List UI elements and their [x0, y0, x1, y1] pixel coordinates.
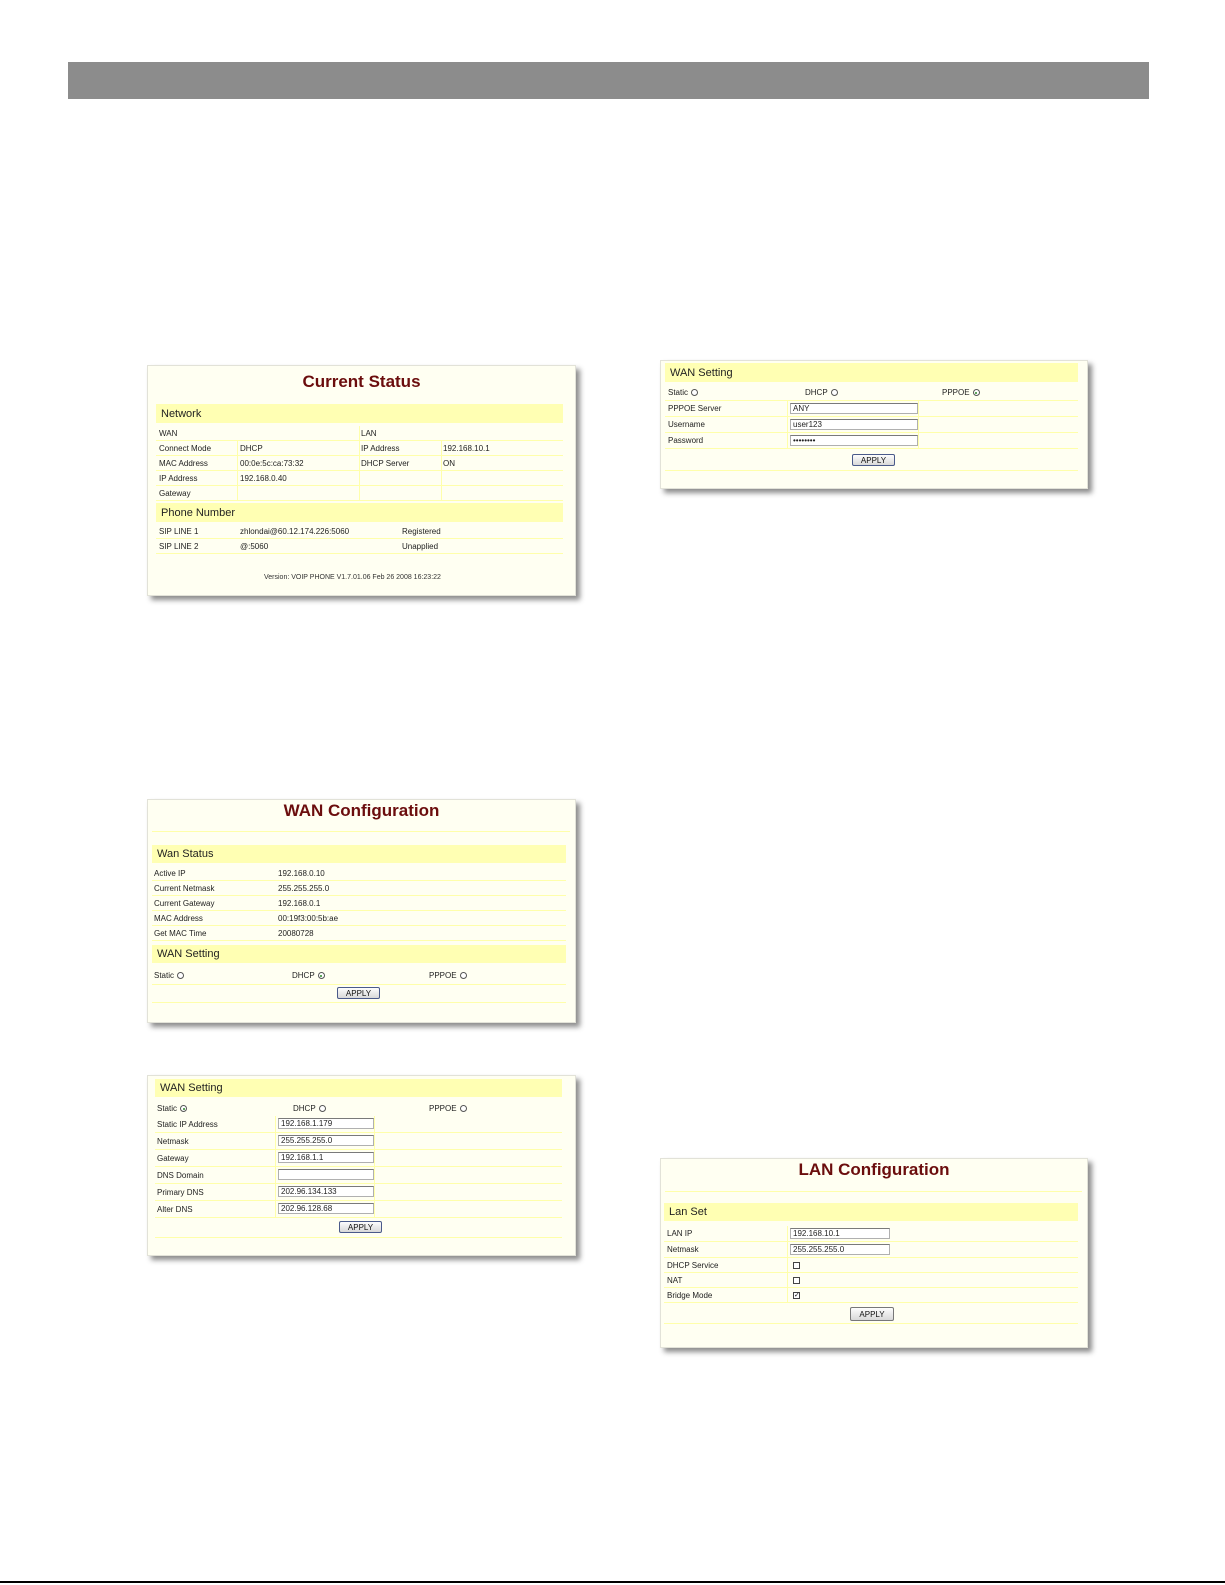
mac-label: MAC Address [159, 458, 208, 468]
table-row [152, 896, 566, 911]
sip-line-1-value: zhlondai@60.12.174.226:5060 [240, 526, 350, 536]
phone-section-header: Phone Number [156, 503, 563, 522]
pppoe-server-input[interactable]: ANY [790, 403, 918, 414]
divider [152, 831, 570, 832]
table-row [664, 1258, 1078, 1273]
lan-label: LAN [361, 428, 377, 438]
primary-dns-label: Primary DNS [157, 1187, 204, 1197]
apply-button[interactable]: APPLY [339, 1221, 382, 1233]
username-label: Username [668, 420, 705, 429]
active-ip-value: 192.168.0.10 [278, 868, 325, 878]
mac-address-label: MAC Address [154, 913, 203, 923]
dhcp-server-value: ON [443, 458, 455, 468]
username-input[interactable]: user123 [790, 419, 918, 430]
apply-button[interactable]: APPLY [852, 454, 895, 466]
get-mac-time-value: 20080728 [278, 928, 314, 938]
static-radio[interactable] [691, 389, 698, 396]
pppoe-radio-label[interactable]: PPPOE [942, 388, 980, 397]
connect-mode-label: Connect Mode [159, 443, 212, 453]
pppoe-radio-label[interactable]: PPPOE [429, 971, 467, 980]
bridge-mode-checkbox[interactable]: ✓ [794, 1292, 800, 1299]
current-netmask-value: 255.255.255.0 [278, 883, 330, 893]
static-radio[interactable] [177, 972, 184, 979]
current-gateway-label: Current Gateway [154, 898, 215, 908]
dhcp-radio-label[interactable]: DHCP [805, 388, 838, 397]
table-row [156, 524, 563, 539]
lan-ip-input[interactable]: 192.168.10.1 [790, 1228, 890, 1239]
wan-label: WAN [159, 428, 178, 438]
alter-dns-label: Alter DNS [157, 1204, 193, 1214]
wan-ip-value: 192.168.0.40 [240, 473, 287, 483]
divider [152, 984, 566, 985]
connect-mode-value: DHCP [240, 443, 263, 453]
netmask-input[interactable]: 255.255.255.0 [790, 1244, 890, 1255]
divider [787, 1226, 788, 1303]
divider [237, 441, 238, 501]
static-ip-label: Static IP Address [157, 1119, 218, 1129]
netmask-input[interactable]: 255.255.255.0 [278, 1135, 374, 1146]
pppoe-radio-label[interactable]: PPPOE [429, 1104, 467, 1113]
active-ip-label: Active IP [154, 868, 186, 878]
divider [155, 1237, 562, 1238]
dhcp-radio[interactable] [831, 389, 838, 396]
wan-setting-header: WAN Setting [152, 945, 566, 963]
wan-setting-header: WAN Setting [665, 363, 1078, 382]
divider [374, 1116, 375, 1218]
pppoe-setting-panel [660, 360, 1088, 489]
pppoe-radio[interactable] [460, 972, 467, 979]
static-radio-label[interactable]: Static [668, 388, 698, 397]
dns-domain-input[interactable] [278, 1169, 374, 1180]
dhcp-radio-label[interactable]: DHCP [292, 971, 325, 980]
dhcp-service-checkbox[interactable] [793, 1262, 800, 1269]
divider [275, 1116, 276, 1218]
apply-button[interactable]: APPLY [337, 987, 380, 999]
lan-ip-value: 192.168.10.1 [443, 443, 490, 453]
divider [359, 426, 360, 501]
static-radio[interactable] [180, 1105, 187, 1112]
current-netmask-label: Current Netmask [154, 883, 215, 893]
pppoe-radio[interactable] [973, 389, 980, 396]
apply-button[interactable]: APPLY [850, 1307, 894, 1321]
header-bar [68, 62, 1149, 99]
table-row [664, 1288, 1078, 1303]
nat-label: NAT [667, 1275, 683, 1285]
table-row [152, 911, 566, 926]
bridge-mode-label: Bridge Mode [667, 1290, 713, 1300]
sip-line-1-status: Registered [402, 526, 441, 536]
divider [918, 401, 919, 449]
version-text: Version: VOIP PHONE V1.7.01.06 Feb 26 2008 16:23:22 [264, 574, 441, 581]
gateway-label: Gateway [159, 488, 191, 498]
lan-ip-label: IP Address [361, 443, 400, 453]
pppoe-radio[interactable] [460, 1105, 467, 1112]
password-input[interactable]: •••••••• [790, 435, 918, 446]
lan-set-header: Lan Set [664, 1203, 1078, 1221]
sip-line-2-status: Unapplied [402, 541, 439, 551]
divider [665, 1191, 1082, 1192]
divider [787, 401, 788, 449]
network-section-header: Network [156, 404, 563, 423]
static-radio-label[interactable]: Static [157, 1104, 187, 1113]
panel-title: LAN Configuration [798, 1160, 950, 1179]
nat-checkbox[interactable] [793, 1277, 800, 1284]
netmask-label: Netmask [667, 1245, 699, 1254]
dhcp-server-label: DHCP Server [361, 458, 410, 468]
table-row [152, 881, 566, 896]
divider [152, 1002, 566, 1003]
static-setting-panel [147, 1075, 576, 1256]
table-row [156, 539, 563, 554]
mac-value: 00:0e:5c:ca:73:32 [240, 458, 304, 468]
sip-line-2-label: SIP LINE 2 [159, 541, 199, 551]
dhcp-radio-label[interactable]: DHCP [293, 1104, 326, 1113]
panel-title: WAN Configuration [283, 801, 440, 820]
gateway-label: Gateway [157, 1153, 189, 1163]
wan-setting-header: WAN Setting [155, 1079, 562, 1097]
pppoe-server-label: PPPOE Server [668, 404, 722, 413]
divider [664, 1323, 1078, 1324]
sip-line-1-label: SIP LINE 1 [159, 526, 199, 536]
dns-domain-label: DNS Domain [157, 1170, 204, 1180]
dhcp-radio[interactable] [318, 972, 325, 979]
divider [441, 441, 442, 501]
divider [665, 470, 1078, 471]
wan-config-panel [147, 799, 576, 1023]
lan-ip-label: LAN IP [667, 1229, 693, 1238]
panel-title: Current Status [302, 372, 421, 391]
static-radio-label[interactable]: Static [154, 971, 184, 980]
lan-config-panel [660, 1158, 1088, 1348]
get-mac-time-label: Get MAC Time [154, 928, 207, 938]
wan-status-header: Wan Status [152, 845, 566, 863]
dhcp-radio[interactable] [319, 1105, 326, 1112]
bottom-rule [0, 1581, 1225, 1583]
dhcp-service-label: DHCP Service [667, 1260, 719, 1270]
mac-address-value: 00:19f3:00:5b:ae [278, 913, 339, 923]
primary-dns-input[interactable]: 202.96.134.133 [278, 1186, 374, 1197]
gateway-input[interactable]: 192.168.1.1 [278, 1152, 374, 1163]
static-ip-input[interactable]: 192.168.1.179 [278, 1118, 374, 1129]
table-row [664, 1273, 1078, 1288]
alter-dns-input[interactable]: 202.96.128.68 [278, 1203, 374, 1214]
password-label: Password [668, 436, 704, 445]
current-status-panel [147, 365, 576, 596]
wan-ip-label: IP Address [159, 473, 198, 483]
current-gateway-value: 192.168.0.1 [278, 898, 321, 908]
netmask-label: Netmask [157, 1136, 189, 1146]
table-row [152, 926, 566, 941]
table-row [152, 866, 566, 881]
sip-line-2-value: @:5060 [240, 541, 269, 551]
